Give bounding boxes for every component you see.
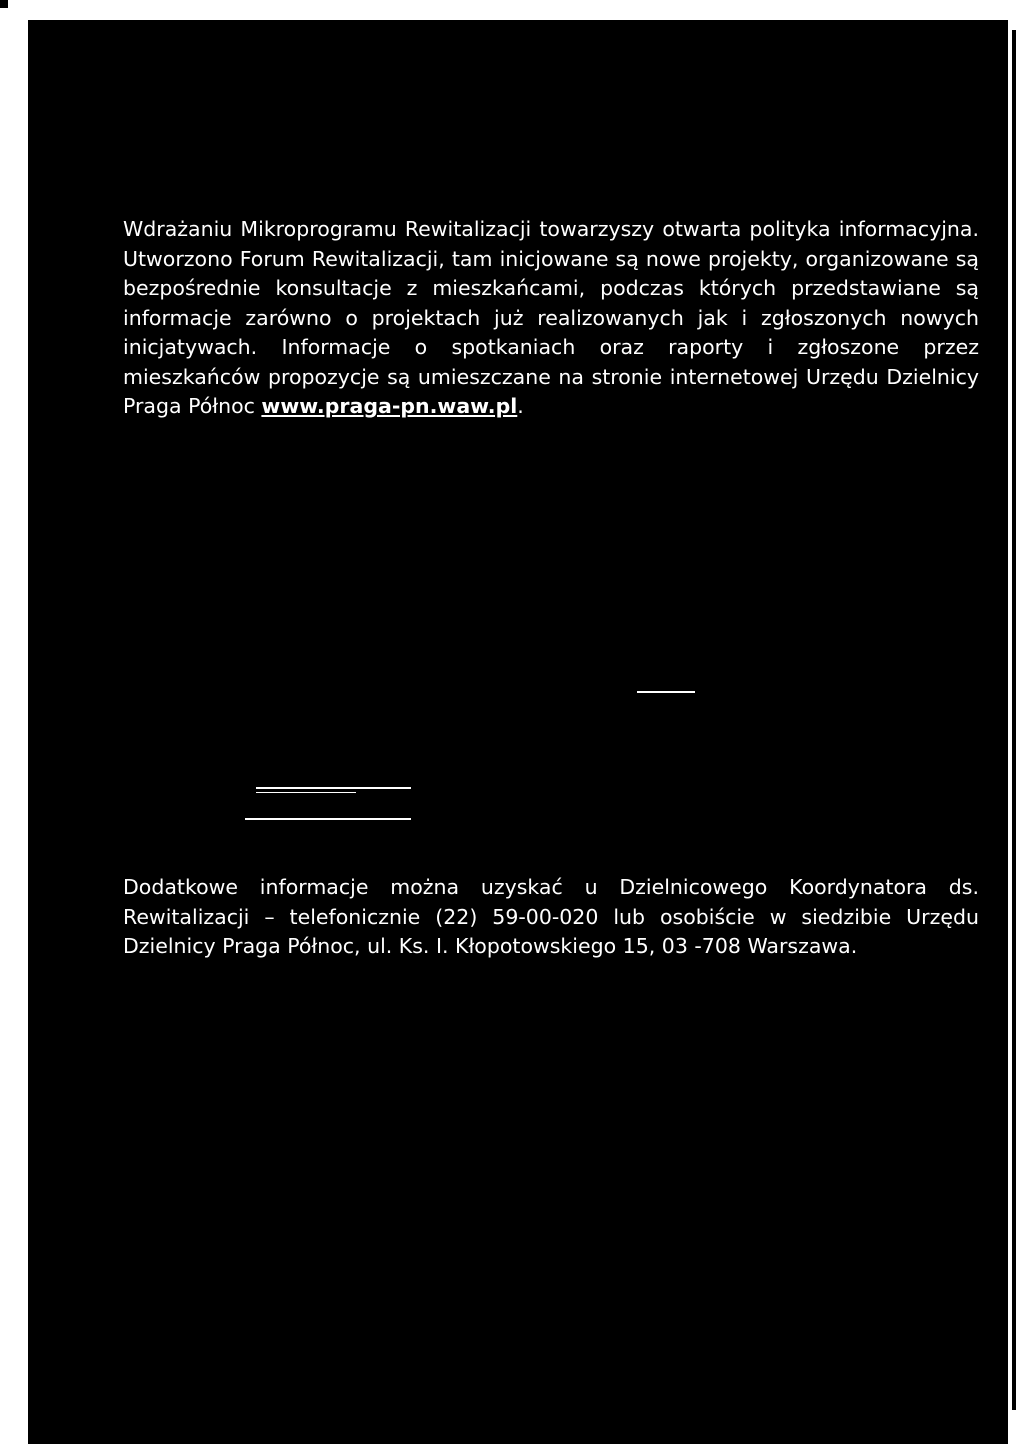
scan-line-mark bbox=[637, 691, 695, 693]
page-left-margin bbox=[0, 0, 28, 1444]
page-top-margin bbox=[0, 0, 1024, 20]
page-right-margin bbox=[1008, 0, 1024, 1444]
scan-edge-strip bbox=[1012, 30, 1016, 1410]
scan-corner-mark bbox=[0, 0, 8, 8]
paragraph-information-policy bbox=[123, 215, 979, 422]
scan-line-mark bbox=[256, 787, 411, 789]
district-website-link[interactable]: www.praga-pn.waw.pl bbox=[261, 394, 518, 418]
paragraph-1-end: . bbox=[517, 394, 524, 418]
paragraph-contact-information bbox=[123, 873, 979, 962]
scan-line-mark bbox=[245, 818, 411, 820]
paragraph-1-text: Wdrażaniu Mikroprogramu Rewitalizacji towarzyszy otwarta polityka informacyjna. Utworzono Forum Rewitalizacji, tam inicjowane są nowe projekty, organizowane są bezpośrednie konsultacje z mieszkańcami, podczas których przedstawiane są informacje zarówno o projektach już realizowanych jak i zgłoszonych nowych inicjatywach. Informacje o spotkaniach oraz raporty i zgłoszone przez mieszkańców propozycje są umieszczane na stronie internetowej Urzędu Dzielnicy Praga Północ bbox=[123, 217, 979, 418]
paragraph-2-text: Dodatkowe informacje można uzyskać u Dzielnicowego Koordynatora ds. Rewitalizacji – telefonicznie (22) 59-00-020 lub osobiście w siedzibie Urzędu Dzielnicy Praga Północ, ul. Ks. I. Kłopotowskiego 15, 03 -708 Warszawa. bbox=[123, 875, 979, 958]
scan-line-mark bbox=[256, 792, 356, 793]
